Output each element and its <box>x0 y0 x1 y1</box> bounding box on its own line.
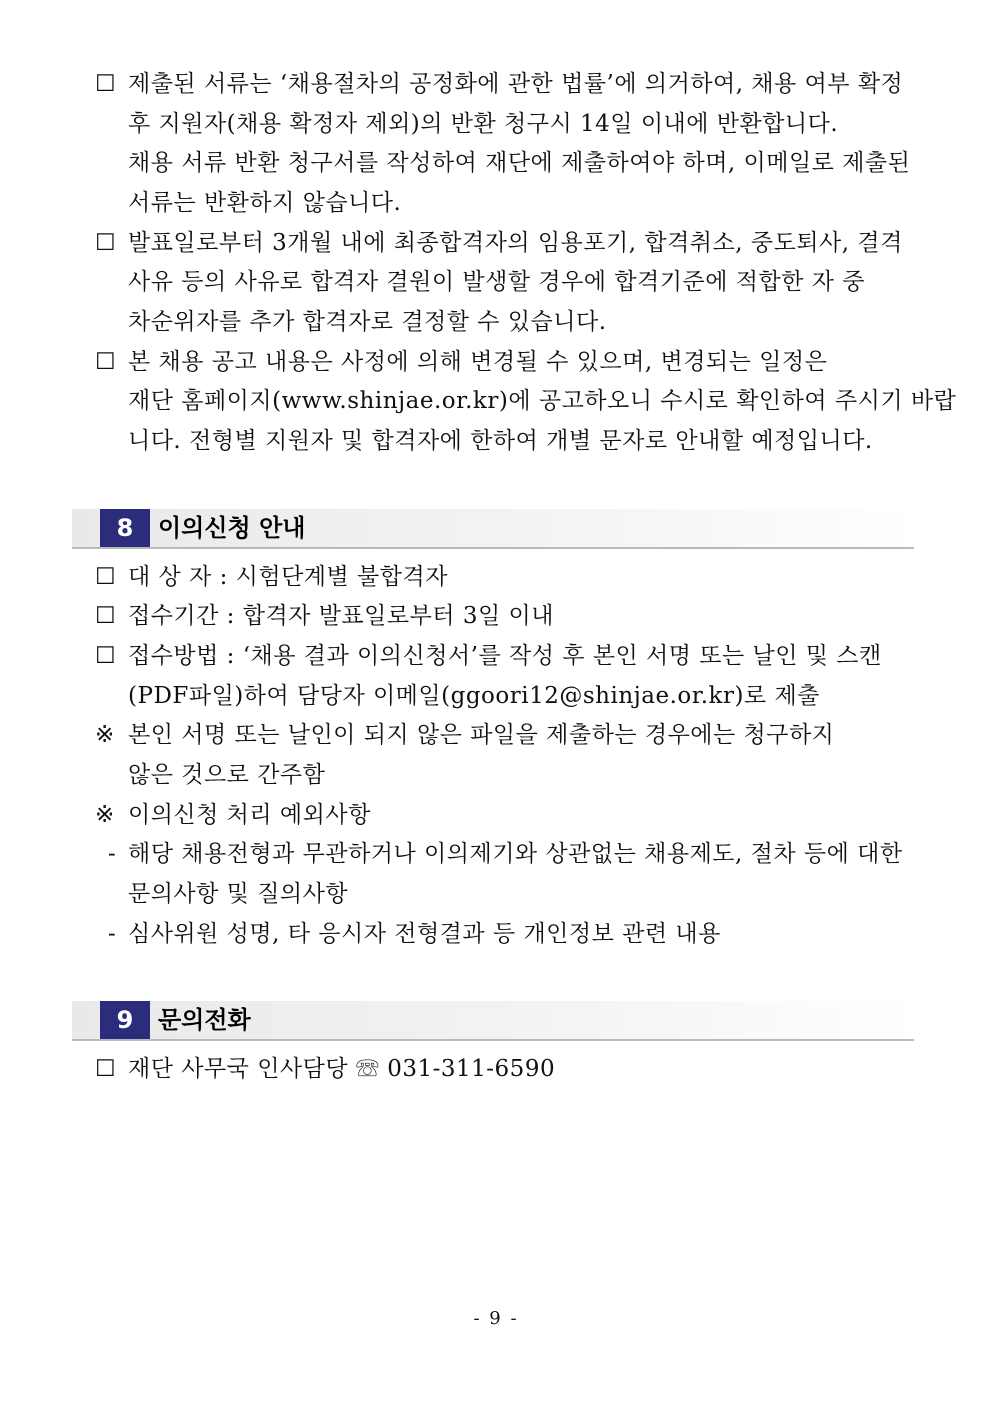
note-text: 이의신청 처리 예외사항 <box>128 802 371 828</box>
item-text: 발표일로부터 3개월 내에 최종합격자의 임용포기, 합격취소, 중도퇴사, 결격 <box>128 230 903 256</box>
section-title: 문의전화 <box>158 1006 251 1034</box>
checkbox-bullet: ☐ <box>95 1056 117 1082</box>
note-mark: ※ <box>95 802 115 828</box>
checkbox-bullet: ☐ <box>95 564 117 590</box>
item-text: 사유 등의 사유로 합격자 결원이 발생할 경우에 합격기준에 적합한 자 중 <box>128 269 865 295</box>
dash-bullet: - <box>108 841 117 867</box>
section-title: 이의신청 안내 <box>158 514 306 542</box>
checkbox-bullet: ☐ <box>95 603 117 629</box>
item-text: 접수기간 : 합격자 발표일로부터 3일 이내 <box>128 603 554 629</box>
item-text: 접수방법 : ‘채용 결과 이의신청서’를 작성 후 본인 서명 또는 날인 및 스캔 <box>128 643 882 669</box>
note-text: 않은 것으로 간주함 <box>128 762 326 788</box>
section-8-header <box>72 509 914 549</box>
contact-text: 재단 사무국 인사담당 ☏ 031-311-6590 <box>128 1056 556 1082</box>
item-text: 차순위자를 추가 합격자로 결정할 수 있습니다. <box>128 309 607 335</box>
note-text: 본인 서명 또는 날인이 되지 않은 파일을 제출하는 경우에는 청구하지 <box>128 722 835 748</box>
item-text: 재단 홈페이지(www.shinjae.or.kr)에 공고하오니 수시로 확인하여 주시기 바랍 <box>128 388 957 414</box>
item-text: 본 채용 공고 내용은 사정에 의해 변경될 수 있으며, 변경되는 일정은 <box>128 349 828 375</box>
item-text: 심사위원 성명, 타 응시자 전형결과 등 개인정보 관련 내용 <box>128 921 721 947</box>
item-text: 후 지원자(채용 확정자 제외)의 반환 청구시 14일 이내에 반환합니다. <box>128 111 839 137</box>
section-number-badge: 9 <box>100 1001 150 1039</box>
page-number: - 9 - <box>473 1308 519 1329</box>
note-mark: ※ <box>95 722 115 748</box>
item-text: 문의사항 및 질의사항 <box>128 881 349 907</box>
item-text: 채용 서류 반환 청구서를 작성하여 재단에 제출하여야 하며, 이메일로 제출된 <box>128 150 911 176</box>
item-text: 니다. 전형별 지원자 및 합격자에 한하여 개별 문자로 안내할 예정입니다. <box>128 428 873 454</box>
item-text: 대 상 자 : 시험단계별 불합격자 <box>128 564 448 590</box>
item-text: (PDF파일)하여 담당자 이메일(ggoori12@shinjae.or.kr)로 제출 <box>128 683 820 709</box>
section-number-badge: 8 <box>100 509 150 547</box>
checkbox-bullet: ☐ <box>95 643 117 669</box>
item-text: 해당 채용전형과 무관하거나 이의제기와 상관없는 채용제도, 절차 등에 대한 <box>128 841 903 867</box>
dash-bullet: - <box>108 921 117 947</box>
item-text: 제출된 서류는 ‘채용절차의 공정화에 관한 법률’에 의거하여, 채용 여부 확정 <box>128 71 904 97</box>
checkbox-bullet: ☐ <box>95 230 117 256</box>
item-text: 서류는 반환하지 않습니다. <box>128 190 402 216</box>
checkbox-bullet: ☐ <box>95 71 117 97</box>
section-9-header <box>72 1001 914 1041</box>
checkbox-bullet: ☐ <box>95 349 117 375</box>
